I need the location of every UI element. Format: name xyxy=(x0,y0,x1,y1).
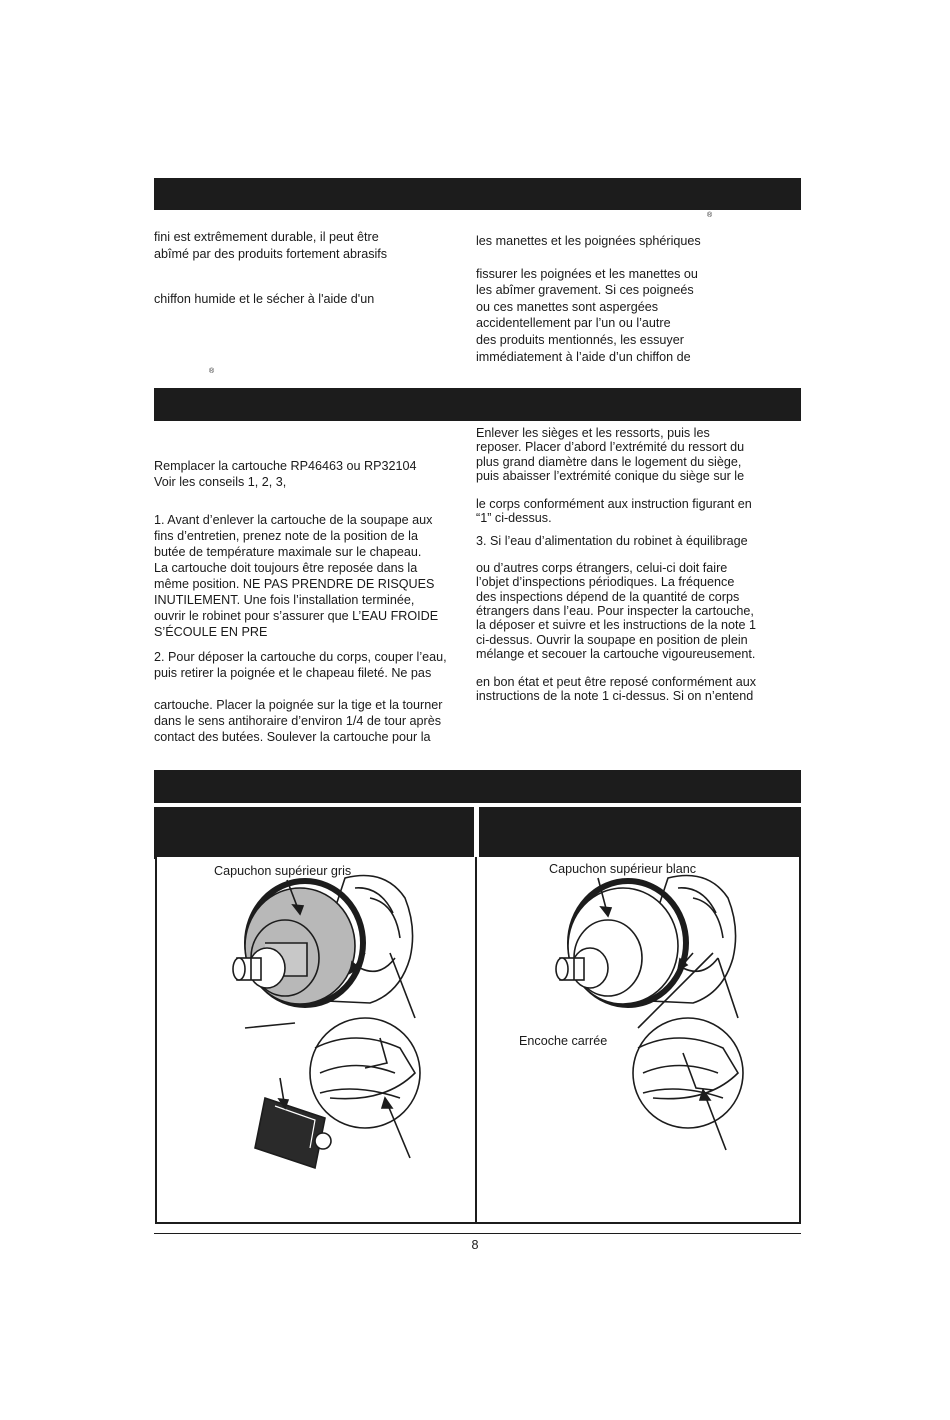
text-line: dans le sens antihoraire d’environ 1/4 de tour après xyxy=(154,714,442,728)
care-text-right xyxy=(476,233,701,365)
care-text-left xyxy=(154,229,387,308)
text-line: des produits mentionnés, les essuyer xyxy=(476,332,684,347)
text-line: ou d’autres corps étrangers, celui-ci doit faire xyxy=(476,561,728,576)
text-line: Enlever les sièges et les ressorts, puis les xyxy=(476,426,710,440)
text-line: 3. Si l’eau d’alimentation du robinet à équilibrage xyxy=(476,533,748,548)
section-header-bar-figures xyxy=(154,770,801,803)
text-line: butée de température maximale sur le chapeau. xyxy=(154,545,422,559)
text-line: l’objet d’inspections périodiques. La fréquence xyxy=(476,575,735,590)
text-line: puis retirer la poignée et le chapeau fileté. Ne pas xyxy=(154,666,432,680)
text-line: mélange et secouer la cartouche vigoureusement. xyxy=(476,646,756,661)
text-line: Voir les conseils 1, 2, 3, xyxy=(154,475,287,489)
section-header-bar-service xyxy=(154,388,801,421)
text-line: La cartouche doit toujours être reposée dans la xyxy=(154,561,418,575)
white-cap-label: Capuchon supérieur blanc xyxy=(549,862,697,876)
figure-header-bar-right xyxy=(479,807,801,859)
text-line: fini est extrêmement durable, il peut être xyxy=(154,230,379,244)
section-header-bar-care xyxy=(154,178,801,210)
text-line: cartouche. Placer la poignée sur la tige et la tourner xyxy=(154,698,443,712)
text-line: 2. Pour déposer la cartouche du corps, couper l’eau, xyxy=(154,650,447,664)
gray-cap-cartridge-illustration xyxy=(155,858,477,1218)
text-line: 1. Avant d’enlever la cartouche de la soupape aux xyxy=(154,513,433,527)
text-line: immédiatement à l’aide d’un chiffon de xyxy=(476,349,691,364)
text-line: ou ces manettes sont aspergées xyxy=(476,299,659,314)
text-line: étrangers dans l’eau. Pour inspecter la cartouche, xyxy=(476,603,754,618)
text-line: contact des butées. Soulever la cartouche pour la xyxy=(154,730,431,744)
footer-rule xyxy=(154,1233,801,1234)
text-line: INUTILEMENT. Une fois l’installation terminée, xyxy=(154,593,415,607)
text-line: Remplacer la cartouche RP46463 ou RP32104 xyxy=(154,459,417,473)
registered-mark-top-right: ® xyxy=(707,212,713,219)
text-line: puis abaisser l’extrémité conique du siège sur le xyxy=(476,468,745,483)
text-line: en bon état et peut être reposé conformément aux xyxy=(476,675,757,690)
text-line: la déposer et suivre et les instructions de la note 1 xyxy=(476,618,757,633)
text-line: reposer. Placer d’abord l’extrémité du ressort du xyxy=(476,440,745,455)
text-line: les manettes et les poignées sphériques xyxy=(476,234,701,248)
text-line: “1” ci-dessus. xyxy=(476,511,552,526)
square-notch-label: Encoche carrée xyxy=(519,1034,608,1048)
text-line: même position. NE PAS PRENDRE DE RISQUES xyxy=(154,577,435,591)
page-number: 8 xyxy=(471,1238,479,1252)
figure-header-bar-left xyxy=(154,807,474,859)
text-line: fins d’entretien, prenez note de la position de la xyxy=(154,529,418,543)
text-line: chiffon humide et le sécher à l'aide d'un xyxy=(154,292,375,307)
text-line: plus grand diamètre dans le logement du siège, xyxy=(476,454,742,469)
registered-mark-left: ® xyxy=(209,368,215,375)
service-text-left xyxy=(154,458,447,745)
text-line: accidentellement par l’un ou l’autre xyxy=(476,316,671,331)
text-line: le corps conformément aux instruction figurant en xyxy=(476,497,752,512)
service-text-right xyxy=(476,426,756,704)
text-line: instructions de la note 1 ci-dessus. Si on n’entend xyxy=(476,689,754,704)
text-line: S’ÉCOULE EN PRE xyxy=(154,625,268,639)
text-line: les abîmer gravement. Si ces poigneés xyxy=(476,283,694,298)
gray-cap-label: Capuchon supérieur gris xyxy=(214,864,352,878)
text-line: des inspections dépend de la quantité de corps xyxy=(476,589,740,604)
text-line: abîmé par des produits fortement abrasifs xyxy=(154,246,388,261)
text-line: ci-dessus. Ouvrir la soupape en position de plein xyxy=(476,632,748,647)
text-line: ouvrir le robinet pour s’assurer que L’EAU FROIDE xyxy=(154,609,439,623)
text-line: fissurer les poignées et les manettes ou xyxy=(476,266,698,281)
